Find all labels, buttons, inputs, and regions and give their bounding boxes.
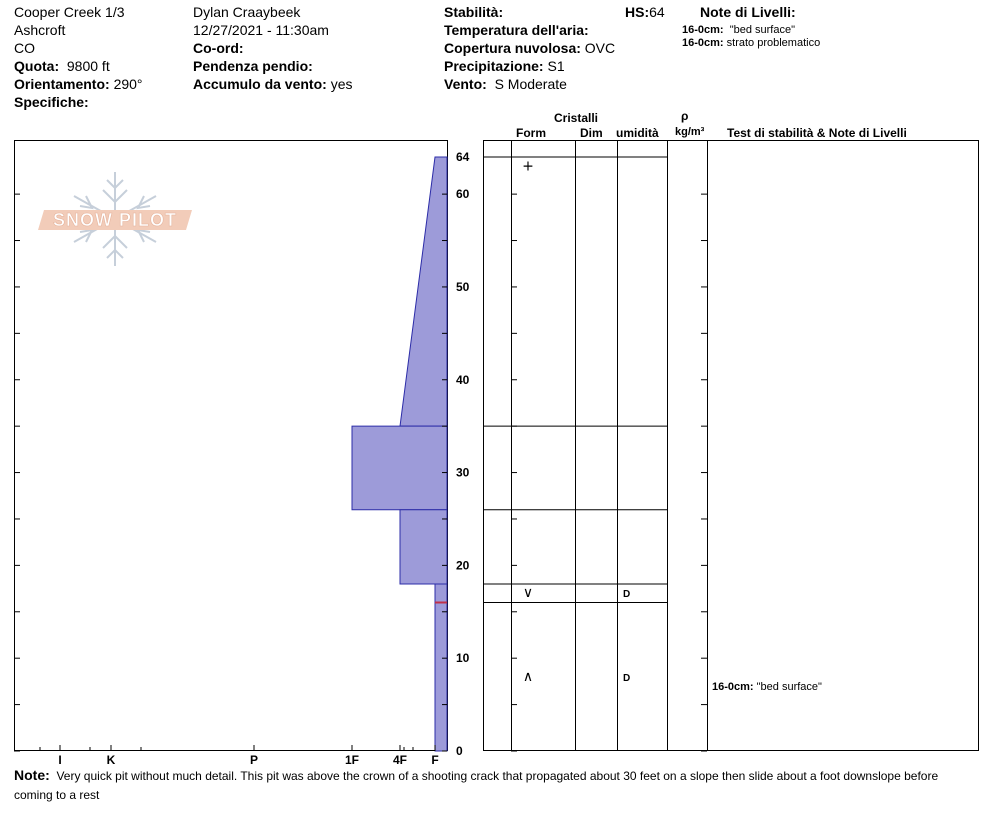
quota-label: Quota: — [14, 58, 60, 74]
hardness-layer — [400, 510, 447, 584]
form-header: Form — [516, 126, 546, 140]
copertura-label: Copertura nuvolosa: — [444, 40, 581, 56]
rho-header: ρ — [681, 109, 689, 123]
x-tick-label: 1F — [344, 753, 360, 767]
pendenza-label: Pendenza pendio: — [193, 58, 313, 74]
y-tick-label: 0 — [456, 744, 463, 758]
x-tick-label: 4F — [392, 753, 408, 767]
temperatura-label: Temperatura dell'aria: — [444, 22, 589, 38]
y-tick-label: 20 — [456, 558, 470, 573]
layer-note-depth: 16-0cm: — [682, 24, 724, 36]
y-tick-label: 64 — [456, 150, 470, 164]
coord-label: Co-ord: — [193, 40, 244, 56]
pit-note — [14, 766, 974, 805]
hardness-layer — [352, 426, 447, 510]
layer-note-depth: 16-0cm: — [682, 37, 724, 49]
dim-header: Dim — [580, 126, 603, 140]
logo-text: SNOW PILOT — [53, 210, 177, 230]
y-tick-label: 30 — [456, 465, 470, 480]
hardness-layer — [435, 584, 447, 603]
precipitazione-value: S1 — [547, 58, 565, 74]
vento-value: S Moderate — [494, 76, 567, 92]
x-tick-label: I — [58, 753, 62, 767]
accumulo-value: yes — [330, 76, 353, 92]
layer-note-text: "bed surface" — [729, 24, 795, 36]
state-name: CO — [14, 40, 35, 56]
moisture-value: D — [623, 672, 631, 684]
y-tick-label: 60 — [456, 187, 470, 202]
orientamento-label: Orientamento: — [14, 76, 110, 92]
hs-value: 64 — [649, 4, 665, 20]
stability-note: 16-0cm: "bed surface" — [712, 681, 822, 694]
note-label: Note: — [14, 767, 50, 783]
hs-label: HS: — [625, 4, 650, 20]
stabilita-label: Stabilità: — [444, 4, 504, 20]
snowpilot-logo — [38, 172, 192, 266]
stability-header: Test di stabilità & Note di Livelli — [727, 126, 907, 140]
accumulo-label: Accumulo da vento: — [193, 76, 327, 92]
specifiche-label: Specifiche: — [14, 94, 89, 110]
y-tick-label: 50 — [456, 279, 470, 294]
quota-value: 9800 ft — [66, 58, 110, 74]
cristalli-header: Cristalli — [554, 111, 599, 125]
orientamento-value: 290° — [113, 76, 143, 92]
x-tick-label: P — [249, 753, 259, 767]
crystal-form-symbol: ∧ — [522, 668, 534, 685]
hardness-layer — [435, 603, 447, 752]
observer-name: Dylan Craaybeek — [193, 4, 301, 20]
hardness-layer — [400, 157, 447, 426]
density-unit-header: kg/m³ — [675, 126, 705, 138]
x-tick-label: F — [431, 753, 439, 767]
location-name: Cooper Creek 1/3 — [14, 4, 125, 20]
vento-label: Vento: — [444, 76, 487, 92]
moisture-value: D — [623, 589, 631, 601]
note-livelli-title: Note di Livelli: — [700, 4, 796, 20]
x-tick-label: K — [106, 753, 116, 767]
umidita-header: umidità — [616, 126, 659, 140]
copertura-value: OVC — [584, 40, 616, 56]
crystal-form-symbol: ∨ — [522, 585, 534, 602]
y-tick-label: 10 — [456, 651, 470, 666]
note-text: Very quick pit without much detail. This pit was above the crown of a shooting crack that propagated about 30 feet on a slope then slide about a foot downslope before coming to a rest — [14, 769, 939, 802]
crystal-form-symbol: + — [522, 158, 534, 175]
layer-note-text: strato problematico — [726, 37, 821, 49]
date-time: 12/27/2021 - 11:30am — [193, 22, 329, 38]
area-name: Ashcroft — [14, 22, 66, 38]
y-tick-label: 40 — [456, 372, 470, 387]
precipitazione-label: Precipitazione: — [444, 58, 544, 74]
layer-table-frame — [484, 141, 979, 751]
